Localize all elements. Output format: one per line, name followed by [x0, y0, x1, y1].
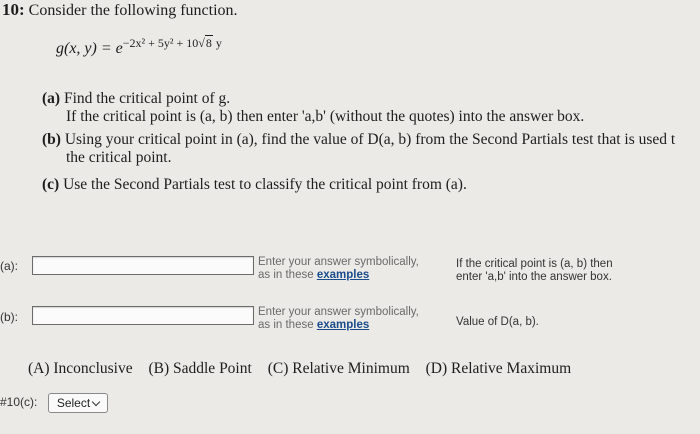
sqrt-symbol: √: [198, 36, 205, 50]
classification-select[interactable]: [48, 393, 108, 413]
part-c-tag: (c): [42, 176, 60, 193]
part-a: [42, 90, 584, 126]
function-formula: [56, 36, 222, 58]
question-prompt: Consider the following function.: [28, 2, 238, 19]
option-c: (C) Relative Minimum: [267, 360, 410, 377]
formula-lhs: g(x, y) = e: [56, 40, 123, 57]
select-label: #10(c):: [0, 395, 38, 409]
answer-b-instr-line1: Value of D(a, b).: [456, 316, 539, 328]
answer-b-hint: [258, 306, 419, 332]
sqrt-radicand: 8: [205, 36, 212, 50]
answer-a-instructions: [456, 258, 613, 284]
option-b: (B) Saddle Point: [148, 360, 252, 377]
classification-options: [28, 360, 583, 378]
answer-b-hint-text: Enter your answer symbolically,: [258, 306, 419, 318]
answer-b-input[interactable]: [32, 306, 254, 325]
answer-a-instr-line1: If the critical point is (a, b) then: [456, 258, 613, 270]
part-b-line2: the critical point.: [66, 149, 172, 166]
part-a-line2: If the critical point is (a, b) then enter 'a,b' (without the quotes) into the answer box.: [66, 108, 585, 125]
part-a-line1: Find the critical point of g.: [63, 90, 231, 107]
part-b-tag: (b): [42, 131, 61, 148]
part-c: [42, 176, 467, 194]
answer-a-hint-text: Enter your answer symbolically,: [258, 256, 419, 268]
part-a-tag: (a): [42, 90, 61, 107]
answer-a-label: (a):: [0, 259, 18, 273]
answer-a-input[interactable]: [32, 256, 254, 275]
part-b-line1: Using your critical point in (a), find the value of D(a, b) from the Second Partials test that is used t: [64, 131, 676, 148]
select-value: Select: [56, 396, 91, 410]
answer-b-examples-link[interactable]: examples: [316, 319, 370, 331]
formula-exponent: [123, 36, 222, 50]
answer-b-instructions: [456, 316, 539, 329]
answer-a-hint: [258, 256, 419, 282]
answer-a-examples-link[interactable]: examples: [316, 269, 370, 281]
option-a: (A) Inconclusive: [28, 360, 133, 377]
part-b: [42, 131, 675, 167]
answer-b-hint-prefix: as in these: [258, 319, 317, 331]
option-d: (D) Relative Maximum: [425, 360, 572, 377]
question-number: 10:: [2, 0, 25, 19]
answer-a-hint-prefix: as in these: [258, 269, 317, 281]
part-c-line1: Use the Second Partials test to classify the critical point from (a).: [63, 176, 467, 193]
formula-exponent-text: −2x² + 5y² + 10: [122, 36, 199, 50]
formula-var: y: [212, 36, 222, 50]
answer-a-instr-line2: enter 'a,b' into the answer box.: [456, 271, 612, 283]
chevron-down-icon: [92, 397, 100, 405]
answer-b-label: (b):: [0, 310, 18, 324]
question-header: [2, 0, 238, 20]
